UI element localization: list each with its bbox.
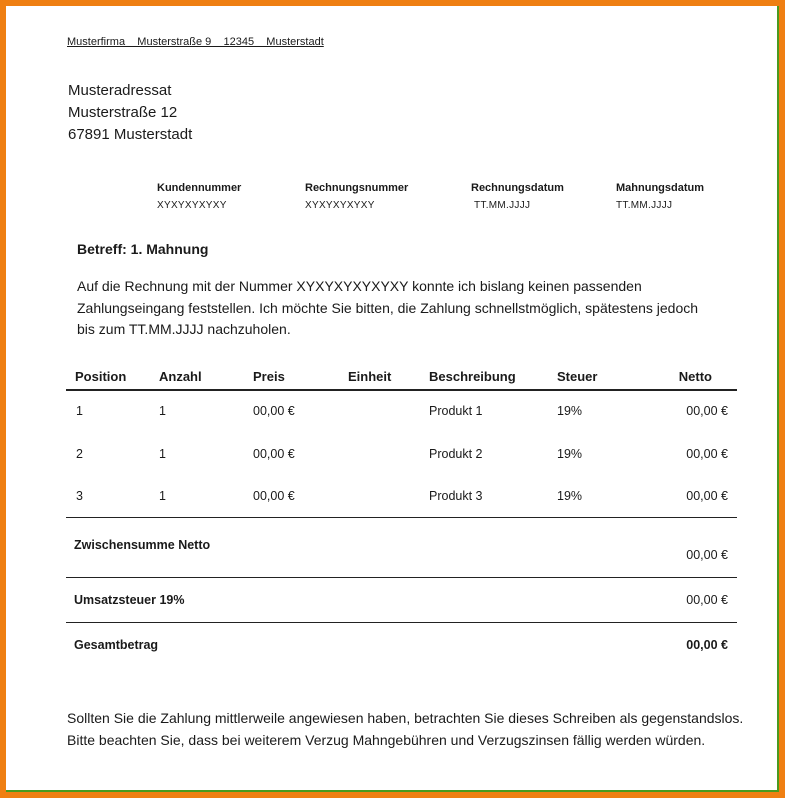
- cell-description: Produkt 2: [429, 447, 483, 461]
- cell-price: 00,00 €: [253, 447, 295, 461]
- meta-label: Rechnungsdatum: [471, 182, 564, 194]
- cell-description: Produkt 3: [429, 489, 483, 503]
- tax-value: 00,00 €: [686, 593, 728, 607]
- closing-paragraph: Sollten Sie die Zahlung mittlerweile angewiesen haben, betrachten Sie dieses Schreiben als gegenstandslos. Bitte beachten Sie, dass bei weiterem Verzug Mahngebühren und Verzugszinsen fällig werden würden.: [67, 710, 744, 748]
- meta-invoice-date: [471, 182, 564, 211]
- meta-reminder-date: [616, 182, 704, 211]
- cell-net: 00,00 €: [686, 404, 728, 418]
- cell-tax: 19%: [557, 489, 583, 503]
- meta-label: Kundennummer: [157, 182, 242, 194]
- cell-price: 00,00 €: [253, 489, 295, 503]
- total-value: 00,00 €: [686, 638, 728, 652]
- total-label: Gesamtbetrag: [74, 638, 159, 652]
- meta-value: XYXYXYXYXY: [157, 200, 227, 211]
- cell-quantity: 1: [159, 489, 166, 503]
- cell-position: 2: [76, 447, 83, 461]
- intro-paragraph: Auf die Rechnung mit der Nummer XYXYXYXYXYXY konnte ich bislang keinen passenden Zahlungseingang feststellen. Ich möchte Sie bitten, die Zahlung schnellstmöglich, spätestens jedoch bis zum TT.MM.JJJJ nachzuholen.: [77, 278, 699, 337]
- cell-net: 00,00 €: [686, 447, 728, 461]
- cell-quantity: 1: [159, 447, 166, 461]
- cell-tax: 19%: [557, 404, 583, 418]
- meta-customer-number: [157, 182, 241, 211]
- subtotal-label: Zwischensumme Netto: [74, 538, 211, 552]
- meta-label: Mahnungsdatum: [616, 182, 704, 194]
- header-position: Position: [75, 369, 127, 384]
- header-description: Beschreibung: [429, 369, 516, 384]
- meta-value: TT.MM.JJJJ: [474, 200, 531, 211]
- header-net: Netto: [678, 369, 712, 384]
- tax-label: Umsatzsteuer 19%: [74, 593, 185, 607]
- recipient-address: [68, 80, 192, 146]
- meta-value: XYXYXYXYXY: [305, 200, 375, 211]
- header-tax: Steuer: [557, 369, 598, 384]
- cell-quantity: 1: [159, 404, 166, 418]
- subtotal-value: 00,00 €: [686, 548, 728, 562]
- subject-line: Betreff: 1. Mahnung: [77, 241, 209, 257]
- meta-invoice-number: [305, 182, 408, 211]
- cell-position: 1: [76, 404, 83, 418]
- recipient-street: Musterstraße 12: [68, 104, 178, 121]
- cell-price: 00,00 €: [253, 404, 295, 418]
- rows-rule: [66, 517, 737, 518]
- letter-page: [6, 6, 777, 790]
- subtotal-rule: [66, 577, 737, 578]
- cell-net: 00,00 €: [686, 489, 728, 503]
- sender-line: Musterfirma Musterstraße 9 12345 Musterstadt: [67, 36, 324, 48]
- meta-label: Rechnungsnummer: [305, 182, 409, 194]
- meta-value: TT.MM.JJJJ: [616, 200, 673, 211]
- cell-description: Produkt 1: [429, 404, 483, 418]
- header-unit: Einheit: [348, 369, 392, 384]
- recipient-name: Musteradressat: [68, 82, 172, 99]
- header-quantity: Anzahl: [159, 369, 202, 384]
- tax-rule: [66, 622, 737, 623]
- header-rule: [66, 389, 737, 391]
- cell-position: 3: [76, 489, 83, 503]
- cell-tax: 19%: [557, 447, 583, 461]
- recipient-city: 67891 Musterstadt: [68, 126, 193, 143]
- header-price: Preis: [253, 369, 285, 384]
